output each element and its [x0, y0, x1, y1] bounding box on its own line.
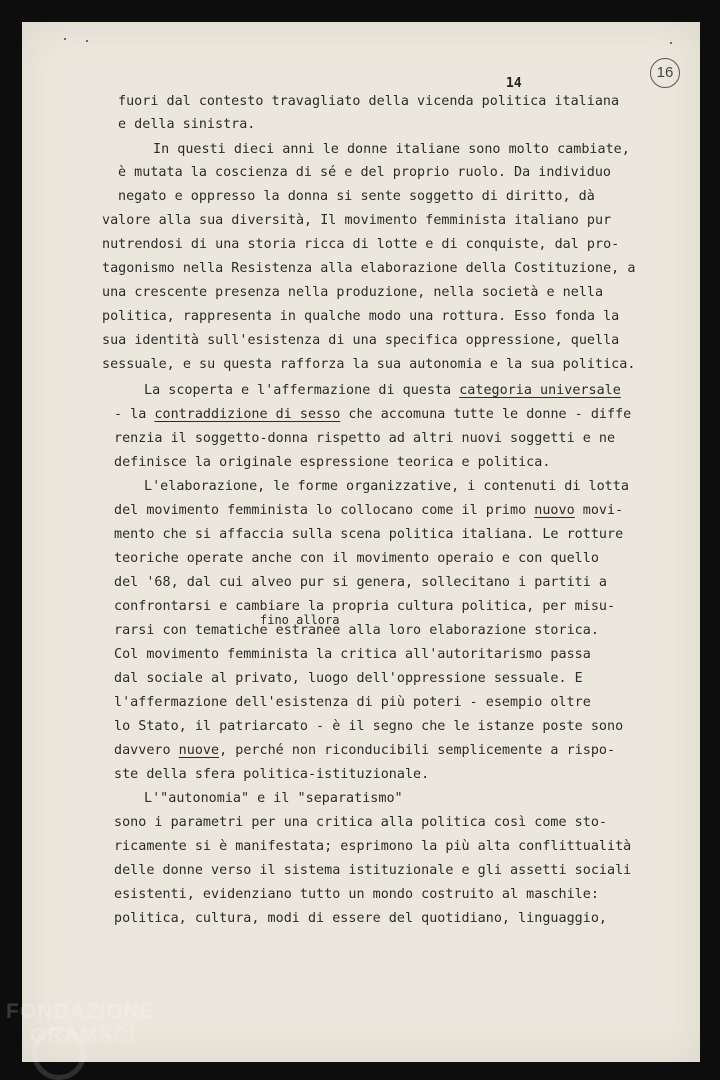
paper-speck: [86, 40, 88, 42]
text-segment: che accomuna tutte le donne - diffe: [340, 407, 632, 422]
text-line: l'affermazione dell'esistenza di più poteri - esempio oltre: [114, 695, 591, 710]
document-sheet: [22, 22, 700, 1062]
text-line: negato e oppresso la donna si sente soggetto di diritto, dà: [118, 189, 595, 204]
text-segment: davvero: [114, 743, 179, 758]
text-line: valore alla sua diversità, Il movimento femminista italiano pur: [102, 213, 612, 228]
text-line: definisce la originale espressione teorica e politica.: [114, 455, 551, 470]
text-line: L'"autonomia" e il "separatismo": [144, 791, 403, 806]
watermark-line2: GRAMSCI: [30, 1024, 137, 1047]
handwritten-correction: fino allora: [260, 613, 340, 627]
text-line: una crescente presenza nella produzione, nella società e nella: [102, 285, 604, 300]
text-line: sessuale, e su questa rafforza la sua autonomia e la sua politica.: [102, 357, 636, 372]
paper-speck: [670, 42, 672, 44]
underlined-phrase: categoria universale: [459, 383, 621, 398]
underlined-phrase: nuovo: [534, 503, 575, 518]
text-line: In questi dieci anni le donne italiane sono molto cambiate,: [153, 142, 630, 157]
text-line: ste della sfera politica-istituzionale.: [114, 767, 430, 782]
text-line: dal sociale al privato, luogo dell'oppressione sessuale. E: [114, 671, 583, 686]
text-segment: - la: [114, 407, 155, 422]
text-segment: movi-: [574, 503, 624, 518]
text-line: lo Stato, il patriarcato - è il segno che le istanze poste sono: [114, 719, 624, 734]
text-line: [144, 383, 621, 398]
archive-number-stamp: 16: [650, 58, 680, 88]
text-line: Col movimento femminista la critica all'autoritarismo passa: [114, 647, 591, 662]
text-line: [114, 743, 615, 758]
underlined-phrase: contraddizione di sesso: [154, 407, 341, 422]
text-line: fuori dal contesto travagliato della vicenda politica italiana: [118, 94, 620, 109]
text-line: è mutata la coscienza di sé e del proprio ruolo. Da individuo: [118, 165, 611, 180]
text-line: [114, 503, 623, 518]
text-line: delle donne verso il sistema istituzionale e gli assetti sociali: [114, 863, 632, 878]
text-segment: del movimento femminista lo collocano come il primo: [114, 503, 535, 518]
text-line: renzia il soggetto-donna rispetto ad altri nuovi soggetti e ne: [114, 431, 616, 446]
text-line: rarsi con tematiche estranee alla loro elaborazione storica.: [114, 623, 599, 638]
text-line: nutrendosi di una storia ricca di lotte e di conquiste, dal pro-: [102, 237, 620, 252]
text-line: L'elaborazione, le forme organizzative, i contenuti di lotta: [144, 479, 629, 494]
text-line: teoriche operate anche con il movimento operaio e con quello: [114, 551, 599, 566]
text-line: mento che si affaccia sulla scena politica italiana. Le rotture: [114, 527, 624, 542]
text-line: tagonismo nella Resistenza alla elaborazione della Costituzione, a: [102, 261, 636, 276]
text-line: sono i parametri per una critica alla politica così come sto-: [114, 815, 607, 830]
page-number: 14: [506, 76, 522, 91]
text-segment: La scoperta e l'affermazione di questa: [144, 383, 460, 398]
text-segment: , perché non riconducibili semplicemente a rispo-: [219, 743, 616, 758]
text-line: [114, 407, 631, 422]
watermark-line1: FONDAZIONE: [6, 1000, 155, 1023]
text-line: confrontarsi e cambiare la propria cultura politica, per misu-: [114, 599, 616, 614]
text-line: ricamente si è manifestata; esprimono la più alta conflittualità: [114, 839, 632, 854]
text-line: sua identità sull'esistenza di una specifica oppressione, quella: [102, 333, 620, 348]
paper-speck: [64, 38, 66, 40]
watermark-ring: [32, 1026, 86, 1080]
text-line: politica, rappresenta in qualche modo una rottura. Esso fonda la: [102, 309, 620, 324]
text-line: e della sinistra.: [118, 117, 256, 132]
underlined-phrase: nuove: [178, 743, 220, 758]
text-line: del '68, dal cui alveo pur si genera, sollecitano i partiti a: [114, 575, 607, 590]
watermark-logo: [6, 1000, 155, 1048]
text-line: politica, cultura, modi di essere del quotidiano, linguaggio,: [114, 911, 607, 926]
text-line: esistenti, evidenziano tutto un mondo costruito al maschile:: [114, 887, 599, 902]
